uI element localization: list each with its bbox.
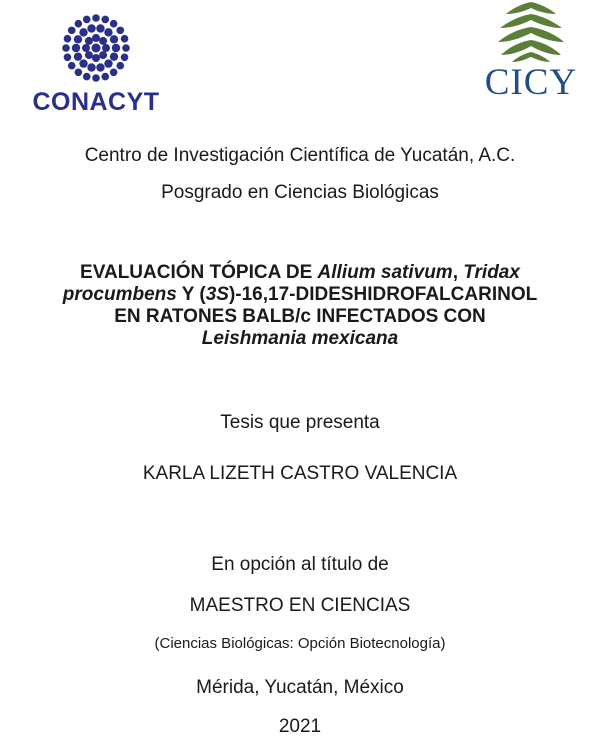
author-name: KARLA LIZETH CASTRO VALENCIA	[142, 463, 458, 484]
conacyt-logo	[26, 10, 166, 122]
cicy-leaves-icon	[476, 0, 586, 66]
place: Mérida, Yucatán, México	[196, 677, 404, 698]
degree-option-label: En opción al título de	[211, 554, 389, 575]
conacyt-logo-text: CONACYT	[32, 88, 160, 116]
title-stereo: 3S	[205, 284, 229, 305]
cicy-logo	[476, 0, 586, 102]
thesis-title	[0, 262, 600, 350]
specialty: (Ciencias Biológicas: Opción Biotecnología)	[154, 635, 446, 652]
title-text: ,	[452, 262, 464, 283]
conacyt-dots-icon	[26, 10, 166, 90]
year: 2021	[278, 716, 322, 737]
title-species: Leishmania mexicana	[201, 328, 399, 349]
cicy-logo-text: CICY	[484, 62, 578, 103]
title-species: Tridax	[463, 262, 520, 283]
title-species: procumbens	[62, 284, 177, 305]
title-line-3: EN RATONES BALB/c INFECTADOS CON	[114, 306, 486, 327]
title-species: Allium sativum	[317, 262, 453, 283]
title-line-4	[0, 328, 600, 350]
title-line-2	[0, 284, 600, 306]
program-name: Posgrado en Ciencias Biológicas	[161, 182, 439, 203]
title-text: )-16,17-DIDESHIDROFALCARINOL	[228, 284, 538, 305]
presented-by-label: Tesis que presenta	[220, 412, 380, 433]
degree-name: MAESTRO EN CIENCIAS	[189, 595, 411, 616]
title-text: Y (	[176, 284, 206, 305]
title-line-1	[0, 262, 600, 284]
title-text: EVALUACIÓN TÓPICA DE	[80, 262, 318, 283]
institution-name: Centro de Investigación Científica de Yucatán, A.C.	[84, 145, 516, 166]
